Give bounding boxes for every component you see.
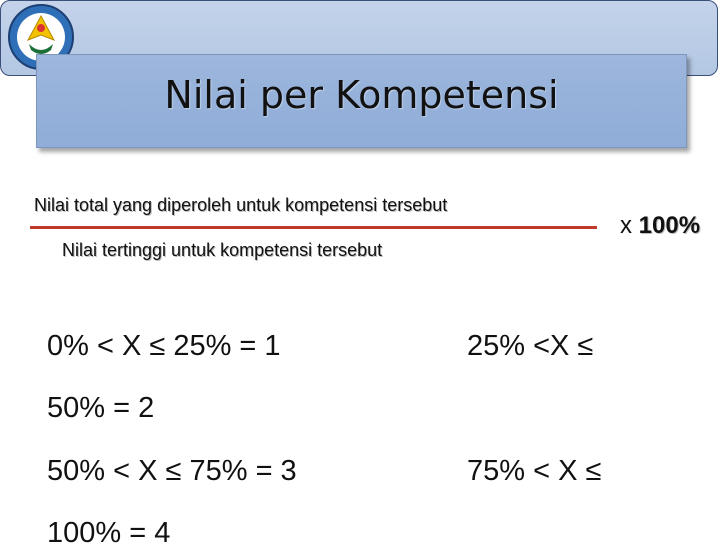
formula-denominator: Nilai tertinggi untuk kompetensi tersebut (62, 240, 383, 260)
rule-4-start: 75% < X ≤ (467, 455, 602, 487)
formula-numerator: Nilai total yang diperoleh untuk kompetensi tersebut (34, 195, 448, 215)
fraction-line (30, 226, 597, 229)
slide-title: Nilai per Kompetensi (164, 73, 559, 117)
rule-3: 50% < X ≤ 75% = 3 (47, 455, 297, 487)
multiply-sign: x (620, 212, 632, 239)
rule-1: 0% < X ≤ 25% = 1 (47, 330, 281, 362)
rule-2-start: 25% <X ≤ (467, 330, 594, 362)
rule-2-end: 50% = 2 (47, 392, 155, 424)
title-box (36, 54, 687, 148)
multiplier-value: 100% (638, 212, 701, 239)
formula-multiplier (620, 212, 700, 240)
rule-4-end: 100% = 4 (47, 517, 171, 549)
